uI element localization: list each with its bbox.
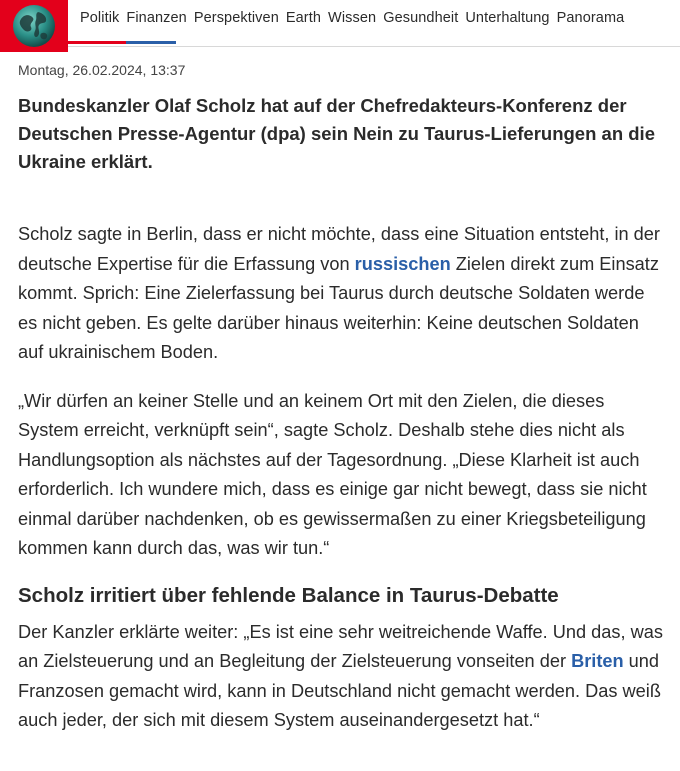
nav-item-perspektiven[interactable]: Perspektiven <box>193 10 279 26</box>
paragraph-text: Scholz sagte in Berlin, dass er nicht möchte, dass eine Situation entsteht, in der deutsche Expertise für die Erfassung von <box>18 224 660 274</box>
site-logo[interactable] <box>0 0 68 52</box>
article-subheading: Scholz irritiert über fehlende Balance in Taurus-Debatte <box>18 583 559 607</box>
article-paragraph-3 <box>18 618 668 736</box>
article-date: Montag, 26.02.2024, 13:37 <box>18 62 186 78</box>
nav-accent-indicator <box>126 41 176 44</box>
nav-item-finanzen[interactable]: Finanzen <box>126 10 187 26</box>
nav-item-earth[interactable]: Earth <box>285 10 322 26</box>
link-briten[interactable]: Briten <box>571 651 624 671</box>
globe-icon <box>11 3 57 49</box>
active-nav-indicator <box>68 41 126 44</box>
paragraph-text: und Franzosen gemacht wird, kann in Deutschland nicht gemacht werden. Das weiß auch jeder, der sich mit diesem System auseinandergesetzt hat.“ <box>18 651 661 730</box>
main-nav <box>80 10 631 26</box>
top-navigation-bar <box>0 0 680 47</box>
paragraph-text: Der Kanzler erklärte weiter: „Es ist eine sehr weitreichende Waffe. Und das, was an Zielsteuerung und an Begleitung der Zielsteuerung vonseiten der <box>18 621 663 671</box>
article-lead: Bundeskanzler Olaf Scholz hat auf der Chefredakteurs-Konferenz der Deutschen Presse-Agentur (dpa) sein Nein zu Taurus-Lieferungen an die Ukraine erklärt. <box>18 95 655 172</box>
paragraph-text: Zielen direkt zum Einsatz kommt. Sprich: Eine Zielerfassung bei Taurus durch deutsche Soldaten werde es nicht geben. Es gelte darüber hinaus weiterhin: Keine deutschen Soldaten auf ukrainischem Boden. <box>18 253 659 362</box>
article-content <box>18 62 668 755</box>
nav-item-unterhaltung[interactable]: Unterhaltung <box>465 10 550 26</box>
link-russischen[interactable]: russischen <box>354 253 451 274</box>
nav-item-panorama[interactable]: Panorama <box>556 10 625 26</box>
nav-item-politik[interactable]: Politik <box>80 10 120 26</box>
nav-item-gesundheit[interactable]: Gesundheit <box>383 10 459 26</box>
article-paragraph-2: „Wir dürfen an keiner Stelle und an keinem Ort mit den Zielen, die dieses System erreicht, verknüpft sein“, sagte Scholz. Deshalb stehe dies nicht als Handlungsoption als nächstes auf der Tagesordnung. „Diese Klarheit ist auch erforderlich. Ich wundere mich, dass es einige gar nicht bewegt, dass sie nicht einmal darüber nachdenken, ob es gewissermaßen zu einer Kriegsbeteiligung kommen kann durch das, was wir tun.“ <box>18 390 647 558</box>
nav-item-wissen[interactable]: Wissen <box>328 10 377 26</box>
article-paragraph-1 <box>18 220 668 368</box>
